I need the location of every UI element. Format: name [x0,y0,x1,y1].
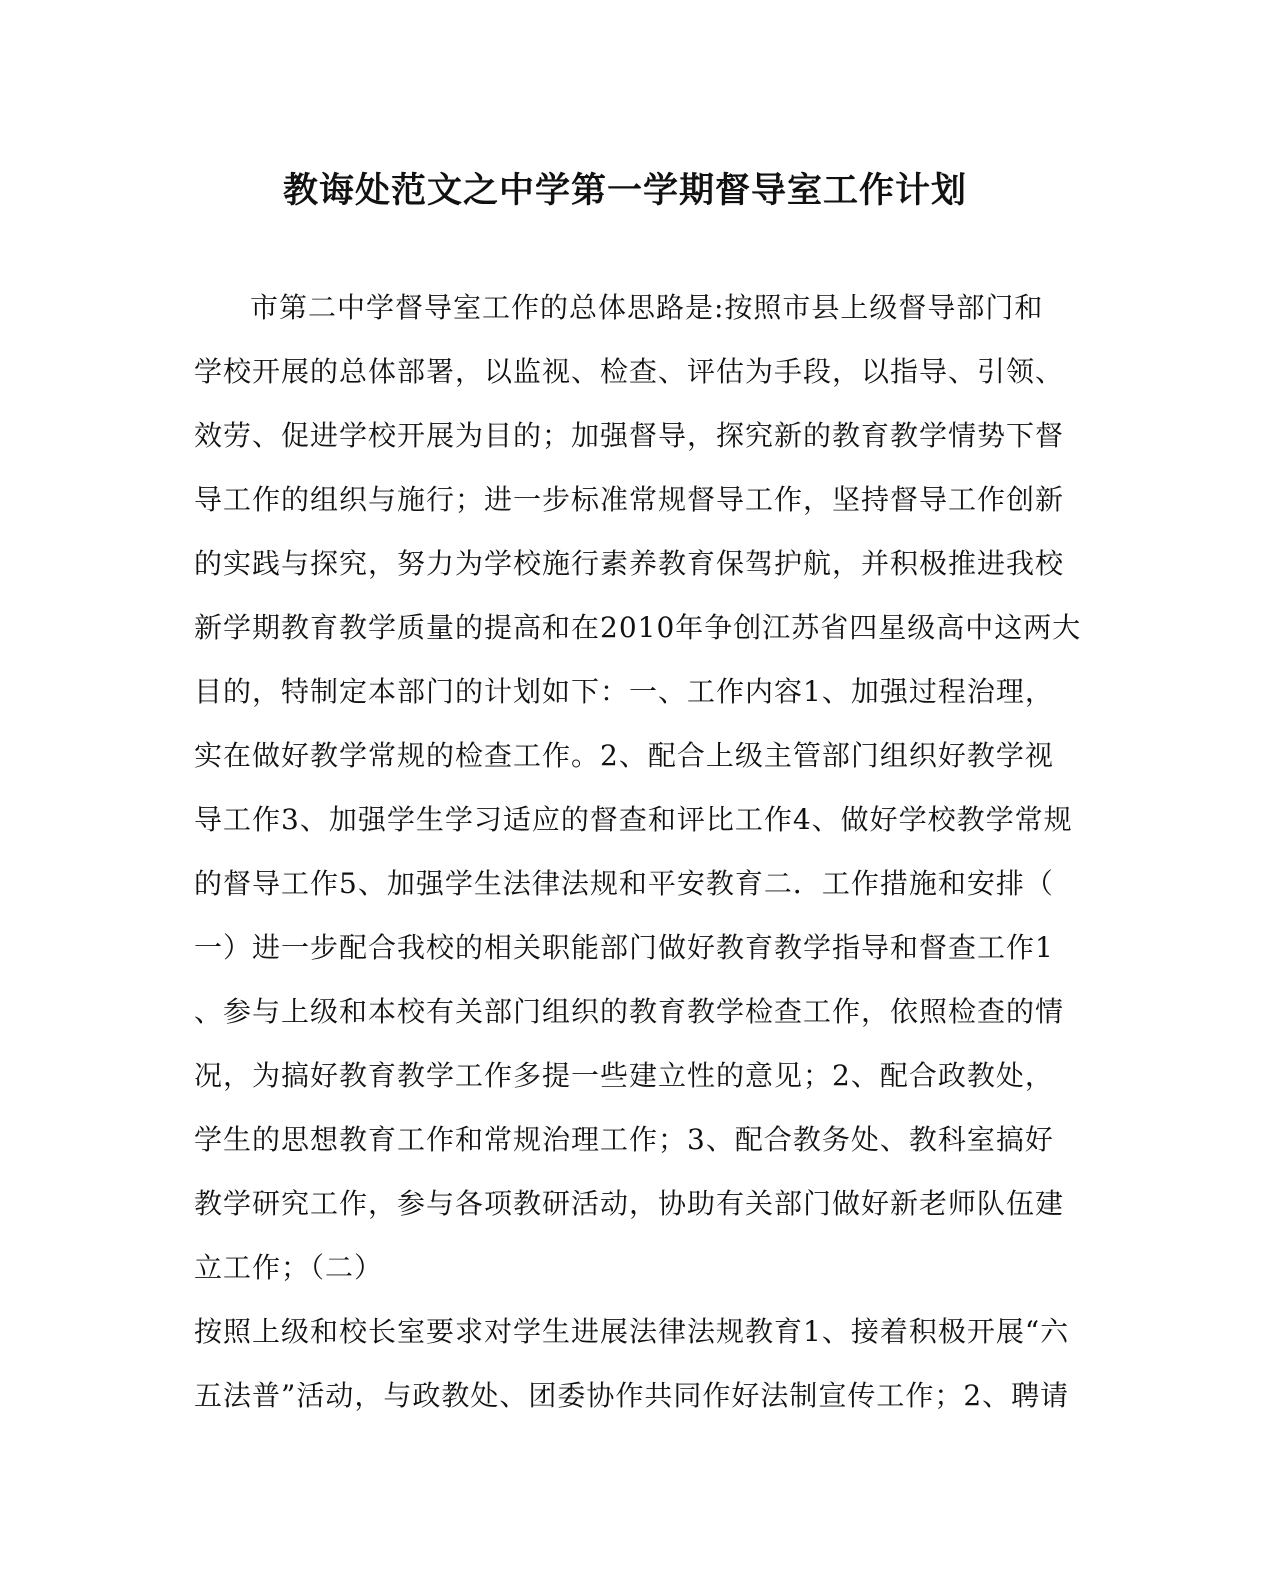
body-line: 五法普”活动，与政教处、团委协作共同作好法制宣传工作；2、聘请 [194,1379,1070,1412]
body-line: 效劳、促进学校开展为目的；加强督导，探究新的教育教学情势下督 [194,419,1065,452]
body-line: 教学研究工作，参与各项教研活动，协助有关部门做好新老师队伍建 [194,1187,1065,1220]
body-line: 况，为搞好教育教学工作多提一些建立性的意见；2、配合政教处， [194,1059,1054,1092]
body-line: 按照上级和校长室要求对学生进展法律法规教育1、接着积极开展“六 [194,1315,1070,1348]
body-line: 导工作3、加强学生学习适应的督查和评比工作4、做好学校教学常规 [194,803,1073,836]
body-line: 学生的思想教育工作和常规治理工作；3、配合教务处、教科室搞好 [194,1123,1054,1156]
body-line: 一）进一步配合我校的相关职能部门做好教育教学指导和督查工作1 [194,931,1054,964]
body-line: 新学期教育教学质量的提高和在2010年争创江苏省四星级高中这两大 [194,611,1082,644]
body-line: 市第二中学督导室工作的总体思路是:按照市县上级督导部门和 [250,291,1044,324]
body-line: 的督导工作5、加强学生法律法规和平安教育二．工作措施和安排（ [194,867,1054,900]
body-line: 目的，特制定本部门的计划如下：一、工作内容1、加强过程治理， [194,675,1054,708]
document-body [194,276,1082,1428]
body-line: 、参与上级和本校有关部门组织的教育教学检查工作，依照检查的情 [194,995,1065,1028]
body-line: 立工作；（二） [194,1251,384,1284]
body-line: 导工作的组织与施行；进一步标准常规督导工作，坚持督导工作创新 [194,483,1065,516]
body-line: 学校开展的总体部署，以监视、检查、评估为手段，以指导、引领、 [194,355,1065,388]
body-line: 的实践与探究，努力为学校施行素养教育保驾护航，并积极推进我校 [194,547,1065,580]
document-title: 教诲处范文之中学第一学期督导室工作计划 [282,170,967,211]
body-line: 实在做好教学常规的检查工作。2、配合上级主管部门组织好教学视 [194,739,1054,772]
